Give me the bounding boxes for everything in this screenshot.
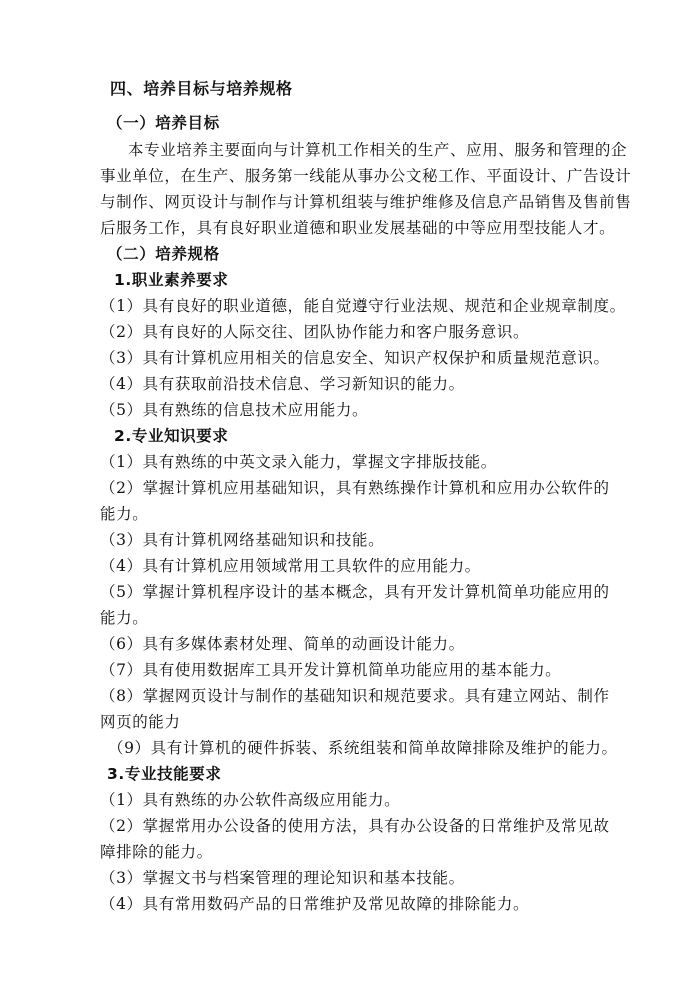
list-item: （7）具有使用数据库工具开发计算机简单功能应用的基本能力。: [100, 661, 562, 679]
list-item: （4）具有常用数码产品的日常维护及常见故障的排除能力。: [100, 895, 530, 913]
list-item: （3）具有计算机应用相关的信息安全、知识产权保护和质量规范意识。: [100, 349, 610, 367]
list-item-continuation: 能力。: [100, 505, 149, 523]
list-item: （4）具有获取前沿技术信息、学习新知识的能力。: [100, 375, 465, 393]
list-item: （1）具有熟练的中英文录入能力，掌握文字排版技能。: [100, 453, 497, 471]
list-item-continuation: 网页的能力: [100, 713, 181, 731]
goal-paragraph-line: 事业单位，在生产、服务第一线能从事办公文秘工作、平面设计、广告设计: [100, 167, 632, 185]
list-item: （3）掌握文书与档案管理的理论知识和基本技能。: [100, 869, 465, 887]
section-title: 四、培养目标与培养规格: [110, 79, 293, 98]
goal-paragraph-line: 与制作、网页设计与制作与计算机组装与维护维修及信息产品销售及售前售: [100, 193, 632, 211]
list-item-continuation: 能力。: [100, 609, 149, 627]
group-title-1: 1.职业素养要求: [114, 271, 229, 289]
goal-paragraph-line: 本专业培养主要面向与计算机工作相关的生产、应用、服务和管理的企: [128, 141, 628, 159]
list-item: （9）具有计算机的硬件拆装、系统组装和简单故障排除及维护的能力。: [108, 739, 618, 757]
group-title-3: 3.专业技能要求: [107, 765, 222, 783]
spec-heading: （二）培养规格: [107, 245, 220, 263]
group-title-2: 2.专业知识要求: [114, 427, 229, 445]
list-item: （5）掌握计算机程序设计的基本概念，具有开发计算机简单功能应用的: [100, 583, 610, 601]
list-item: （2）具有良好的人际交往、团队协作能力和客户服务意识。: [100, 323, 530, 341]
goal-paragraph-line: 后服务工作，具有良好职业道德和职业发展基础的中等应用型技能人才。: [100, 219, 616, 237]
list-item: （3）具有计算机网络基础知识和技能。: [100, 531, 385, 549]
list-item-continuation: 障排除的能力。: [100, 843, 213, 861]
list-item: （2）掌握常用办公设备的使用方法，具有办公设备的日常维护及常见故: [100, 817, 610, 835]
list-item: （1）具有熟练的办公软件高级应用能力。: [100, 791, 401, 809]
list-item: （6）具有多媒体素材处理、简单的动画设计能力。: [100, 635, 465, 653]
list-item: （4）具有计算机应用领域常用工具软件的应用能力。: [100, 557, 481, 575]
list-item: （8）掌握网页设计与制作的基础知识和规范要求。具有建立网站、制作: [100, 687, 610, 705]
list-item: （1）具有良好的职业道德，能自觉遵守行业法规、规范和企业规章制度。: [100, 297, 626, 315]
list-item: （5）具有熟练的信息技术应用能力。: [100, 401, 369, 419]
goal-heading: （一）培养目标: [107, 114, 220, 132]
list-item: （2）掌握计算机应用基础知识，具有熟练操作计算机和应用办公软件的: [100, 479, 610, 497]
